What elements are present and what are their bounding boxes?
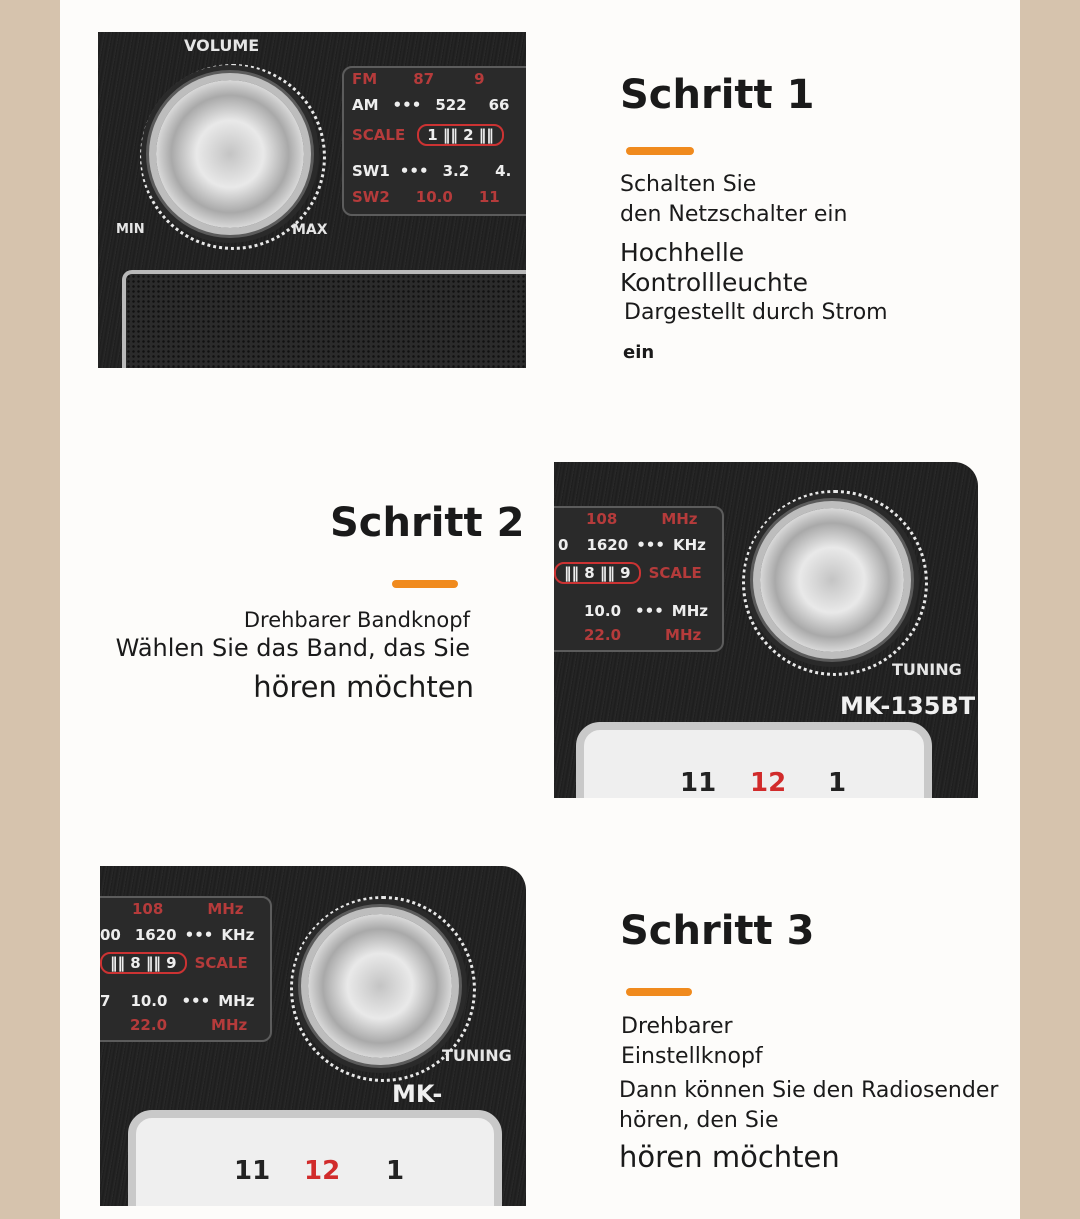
dial-row-5: 22.0 MHz	[584, 626, 702, 644]
radio-image-volume	[98, 32, 526, 368]
dial-row-2: 00 1620 ••• KHz	[100, 926, 255, 944]
step3-line-4: hören, den Sie	[619, 1108, 779, 1133]
tuning-knob	[760, 508, 904, 652]
dial-row-fm: FM 87 9	[352, 70, 485, 88]
dial-row-2: 0 1620 ••• KHz	[558, 536, 706, 554]
step1-title: Schritt 1	[620, 72, 815, 118]
model-label: MK-	[392, 1080, 443, 1108]
dial-row-sw2: SW2 10.0 11	[352, 188, 500, 206]
instruction-page	[60, 0, 1020, 1219]
step2-line-1: Drehbarer Bandknopf	[243, 608, 470, 632]
step1-line-2: den Netzschalter ein	[620, 202, 848, 227]
clock-face	[128, 1110, 502, 1206]
tuning-label: TUNING	[892, 660, 962, 679]
radio-image-tuning-knob	[100, 866, 526, 1206]
step3-title: Schritt 3	[620, 908, 815, 954]
step3-line-5: hören möchten	[619, 1140, 840, 1174]
tuning-knob	[308, 914, 452, 1058]
dial-row-4: 7 10.0 ••• MHz	[100, 992, 255, 1010]
step2-line-3: hören möchten	[253, 670, 474, 704]
dial-row-1: 108 MHz	[586, 510, 698, 528]
frequency-dial	[554, 506, 724, 652]
dial-row-1: 108 MHz	[132, 900, 244, 918]
tuning-label: TUNING	[442, 1046, 512, 1065]
dial-row-5: 22.0 MHz	[130, 1016, 248, 1034]
dial-row-scale: SCALE 1 ‖‖ 2 ‖‖	[352, 126, 504, 150]
dial-row-3: ‖‖ 8 ‖‖ 9 SCALE	[554, 564, 702, 588]
clock-mark-1: 1	[386, 1156, 405, 1186]
model-label: MK-135BT	[840, 692, 976, 720]
step1-line-1: Schalten Sie	[620, 172, 757, 197]
step3-line-2: Einstellknopf	[621, 1044, 763, 1069]
max-label: MAX	[292, 222, 328, 238]
dial-row-3: ‖‖ 8 ‖‖ 9 SCALE	[100, 954, 248, 978]
step1-line-3: Hochhelle	[620, 238, 745, 267]
dial-row-4: 10.0 ••• MHz	[584, 602, 708, 620]
dial-row-am: AM ••• 522 66	[352, 96, 510, 114]
step2-accent-bar	[392, 580, 458, 588]
radio-image-band-knob	[554, 462, 978, 798]
step3-line-1: Drehbarer	[621, 1014, 733, 1039]
clock-face	[576, 722, 932, 798]
step1-line-4: Kontrollleuchte	[620, 268, 808, 297]
step1-line-5: Dargestellt durch Strom	[624, 300, 888, 325]
step1-line-6: ein	[623, 342, 655, 363]
step3-accent-bar	[626, 988, 692, 996]
clock-mark-11: 11	[680, 768, 717, 798]
step2-line-2: Wählen Sie das Band, das Sie	[115, 634, 470, 662]
clock-mark-12: 12	[750, 768, 787, 798]
frequency-dial	[100, 896, 272, 1042]
volume-label: VOLUME	[184, 36, 260, 55]
step3-line-3: Dann können Sie den Radiosender	[619, 1078, 999, 1103]
frequency-dial	[342, 66, 526, 216]
step1-accent-bar	[626, 147, 694, 155]
step2-title: Schritt 2	[330, 500, 525, 546]
min-label: MIN	[116, 222, 145, 237]
speaker-grille	[122, 270, 526, 368]
dial-row-sw1: SW1 ••• 3.2 4.	[352, 162, 512, 180]
clock-mark-11: 11	[234, 1156, 271, 1186]
clock-mark-12: 12	[304, 1156, 341, 1186]
volume-knob	[156, 80, 304, 228]
clock-mark-1: 1	[828, 768, 847, 798]
